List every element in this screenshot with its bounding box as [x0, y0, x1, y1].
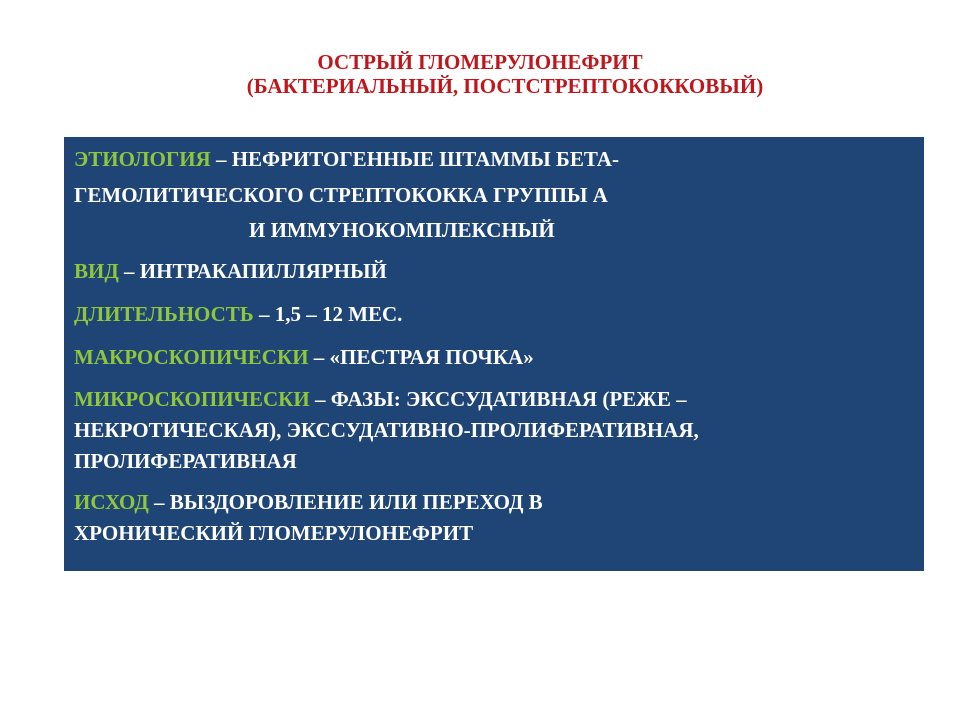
item-key: МИКРОСКОПИЧЕСКИ — [74, 387, 310, 411]
item-key: ВИД — [74, 259, 119, 283]
item-key: ДЛИТЕЛЬНОСТЬ — [74, 302, 254, 326]
item-text: – ВЫЗДОРОВЛЕНИЕ ИЛИ ПЕРЕХОД В — [148, 490, 543, 514]
content-box — [64, 137, 924, 571]
item-type — [74, 255, 914, 288]
item-line: И ИММУНОКОМПЛЕКСНЫЙ — [249, 218, 555, 242]
item-macroscopic — [74, 341, 914, 374]
item-line — [74, 298, 914, 331]
item-line — [74, 255, 914, 288]
item-line: ГЕМОЛИТИЧЕСКОГО СТРЕПТОКОККА ГРУППЫ А — [74, 183, 608, 207]
item-line: ХРОНИЧЕСКИЙ ГЛОМЕРУЛОНЕФРИТ — [74, 521, 474, 545]
item-duration — [74, 298, 914, 331]
item-outcome — [74, 487, 914, 549]
item-text: – «ПЕСТРАЯ ПОЧКА» — [308, 345, 534, 369]
item-key: ЭТИОЛОГИЯ — [74, 147, 211, 171]
item-etiology — [74, 144, 914, 245]
item-text: – НЕФРИТОГЕННЫЕ ШТАММЫ БЕТА- — [210, 147, 619, 171]
item-text: – ФАЗЫ: ЭКССУДАТИВНАЯ (РЕЖЕ – — [309, 387, 687, 411]
item-line: НЕКРОТИЧЕСКАЯ), ЭКССУДАТИВНО-ПРОЛИФЕРАТИВНАЯ, — [74, 418, 699, 442]
slide-title-line-2: (БАКТЕРИАЛЬНЫЙ, ПОСТСТРЕПТОКОККОВЫЙ) — [246, 74, 764, 98]
item-line: ПРОЛИФЕРАТИВНАЯ — [74, 449, 297, 473]
item-key: МАКРОСКОПИЧЕСКИ — [74, 345, 309, 369]
item-microscopic — [74, 384, 914, 477]
item-line — [74, 384, 914, 415]
item-line — [74, 144, 914, 175]
slide-title-line-1: ОСТРЫЙ ГЛОМЕРУЛОНЕФРИТ — [317, 50, 643, 74]
item-line — [74, 341, 914, 374]
item-text: – ИНТРАКАПИЛЛЯРНЫЙ — [118, 259, 387, 283]
item-text: – 1,5 – 12 МЕС. — [253, 302, 403, 326]
item-key: ИСХОД — [74, 490, 149, 514]
slide-title — [0, 50, 960, 98]
item-line — [74, 487, 914, 518]
